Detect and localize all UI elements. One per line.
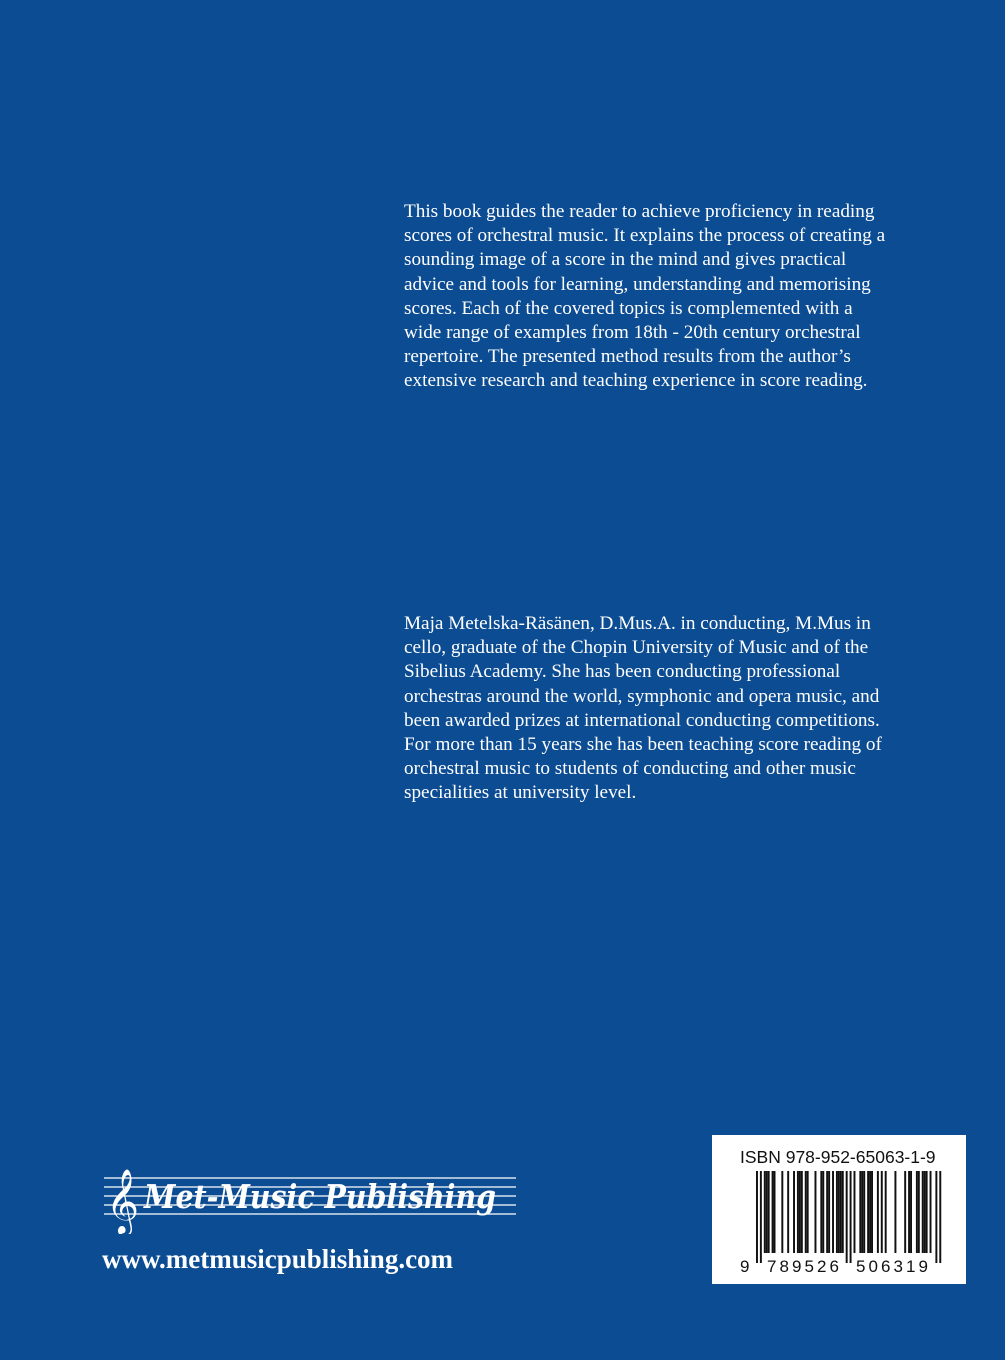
- description-line: This book guides the reader to achieve proficiency in reading: [404, 201, 875, 222]
- barcode-bar: [869, 1171, 871, 1253]
- barcode-bar: [871, 1171, 873, 1253]
- barcode-bar: [836, 1171, 838, 1253]
- barcode-bar: [756, 1171, 758, 1263]
- barcode-bar: [918, 1171, 920, 1253]
- bio-line: For more than 15 years she has been teaching score reading of: [404, 734, 882, 756]
- barcode-bar: [838, 1171, 840, 1253]
- book-description: [404, 200, 944, 394]
- barcode-bars: [756, 1171, 941, 1263]
- barcode-bar: [801, 1171, 803, 1253]
- barcode-bar: [766, 1171, 768, 1253]
- barcode-bar: [832, 1171, 834, 1253]
- publisher-logo-text: Met-Music Publishing: [143, 1177, 496, 1216]
- barcode-bar: [935, 1171, 937, 1263]
- bio-line: orchestras around the world, symphonic and opera music, and: [404, 685, 880, 707]
- isbn-barcode: [712, 1135, 966, 1284]
- barcode-bar: [805, 1171, 807, 1253]
- barcode-bar: [924, 1171, 926, 1253]
- barcode-bar: [894, 1171, 896, 1253]
- description-line: wide range of examples from 18th - 20th century orchestral: [404, 322, 861, 344]
- barcode-bar: [768, 1171, 770, 1253]
- barcode-bar: [774, 1171, 776, 1253]
- isbn-label: ISBN 978-952-65063-1-9: [740, 1147, 936, 1167]
- barcode-bar: [799, 1171, 801, 1253]
- barcode-digits-right: 506319: [856, 1257, 928, 1276]
- barcode-bar: [787, 1171, 789, 1253]
- barcode-bar: [939, 1171, 941, 1263]
- bio-line: Sibelius Academy. She has been conducting professional: [404, 661, 841, 683]
- barcode-bar: [760, 1171, 762, 1263]
- barcode-bar: [859, 1171, 861, 1253]
- bio-line: been awarded prizes at international conducting competitions.: [404, 709, 880, 731]
- barcode-bar: [781, 1171, 783, 1253]
- author-bio: [404, 612, 944, 806]
- bio-line: Maja Metelska-Räsänen, D.Mus.A. in conducting, M.Mus in: [404, 613, 871, 634]
- description-line: scores of orchestral music. It explains the process of creating a: [404, 225, 886, 247]
- barcode-bar: [910, 1171, 912, 1253]
- barcode-bar: [840, 1171, 842, 1253]
- barcode-bar: [904, 1171, 906, 1253]
- barcode-bar: [828, 1171, 830, 1253]
- description-line: advice and tools for learning, understanding and memorising: [404, 273, 871, 295]
- barcode-bar: [797, 1171, 799, 1253]
- barcode-bar: [877, 1171, 879, 1253]
- description-line: sounding image of a score in the mind and gives practical: [404, 249, 847, 271]
- barcode-bar: [850, 1171, 852, 1263]
- barcode-bar: [881, 1171, 883, 1253]
- barcode-bar: [842, 1171, 844, 1253]
- barcode-bar: [885, 1171, 887, 1253]
- treble-clef-icon: 𝄞: [106, 1169, 140, 1234]
- barcode-bar: [820, 1171, 822, 1253]
- publisher-logo: [100, 1162, 520, 1234]
- barcode-graphic: [712, 1135, 966, 1284]
- description-line: scores. Each of the covered topics is complemented with a: [404, 297, 853, 319]
- barcode-bar: [826, 1171, 828, 1253]
- barcode-bar: [807, 1171, 809, 1253]
- barcode-digit-first: 9: [740, 1257, 750, 1276]
- barcode-bar: [908, 1171, 910, 1253]
- barcode-bar: [926, 1171, 928, 1253]
- barcode-bar: [815, 1171, 817, 1253]
- barcode-bar: [764, 1171, 766, 1253]
- barcode-bar: [922, 1171, 924, 1253]
- description-line: extensive research and teaching experience in score reading.: [404, 370, 868, 392]
- publisher-website: www.metmusicpublishing.com: [102, 1244, 454, 1274]
- barcode-bar: [916, 1171, 918, 1253]
- description-line: repertoire. The presented method results from the author’s: [404, 346, 851, 368]
- barcode-bar: [772, 1171, 774, 1253]
- barcode-digits-left: 789526: [767, 1257, 839, 1276]
- barcode-bar: [867, 1171, 869, 1253]
- barcode-bar: [846, 1171, 848, 1263]
- bio-line: orchestral music to students of conducting and other music: [404, 758, 856, 780]
- barcode-bar: [930, 1171, 932, 1253]
- barcode-bar: [854, 1171, 856, 1253]
- bio-line: cello, graduate of the Chopin University of Music and of the: [404, 637, 869, 659]
- bio-line: specialities at university level.: [404, 782, 637, 804]
- barcode-bar: [861, 1171, 863, 1253]
- barcode-bar: [863, 1171, 865, 1253]
- barcode-bar: [793, 1171, 795, 1253]
- barcode-bar: [822, 1171, 824, 1253]
